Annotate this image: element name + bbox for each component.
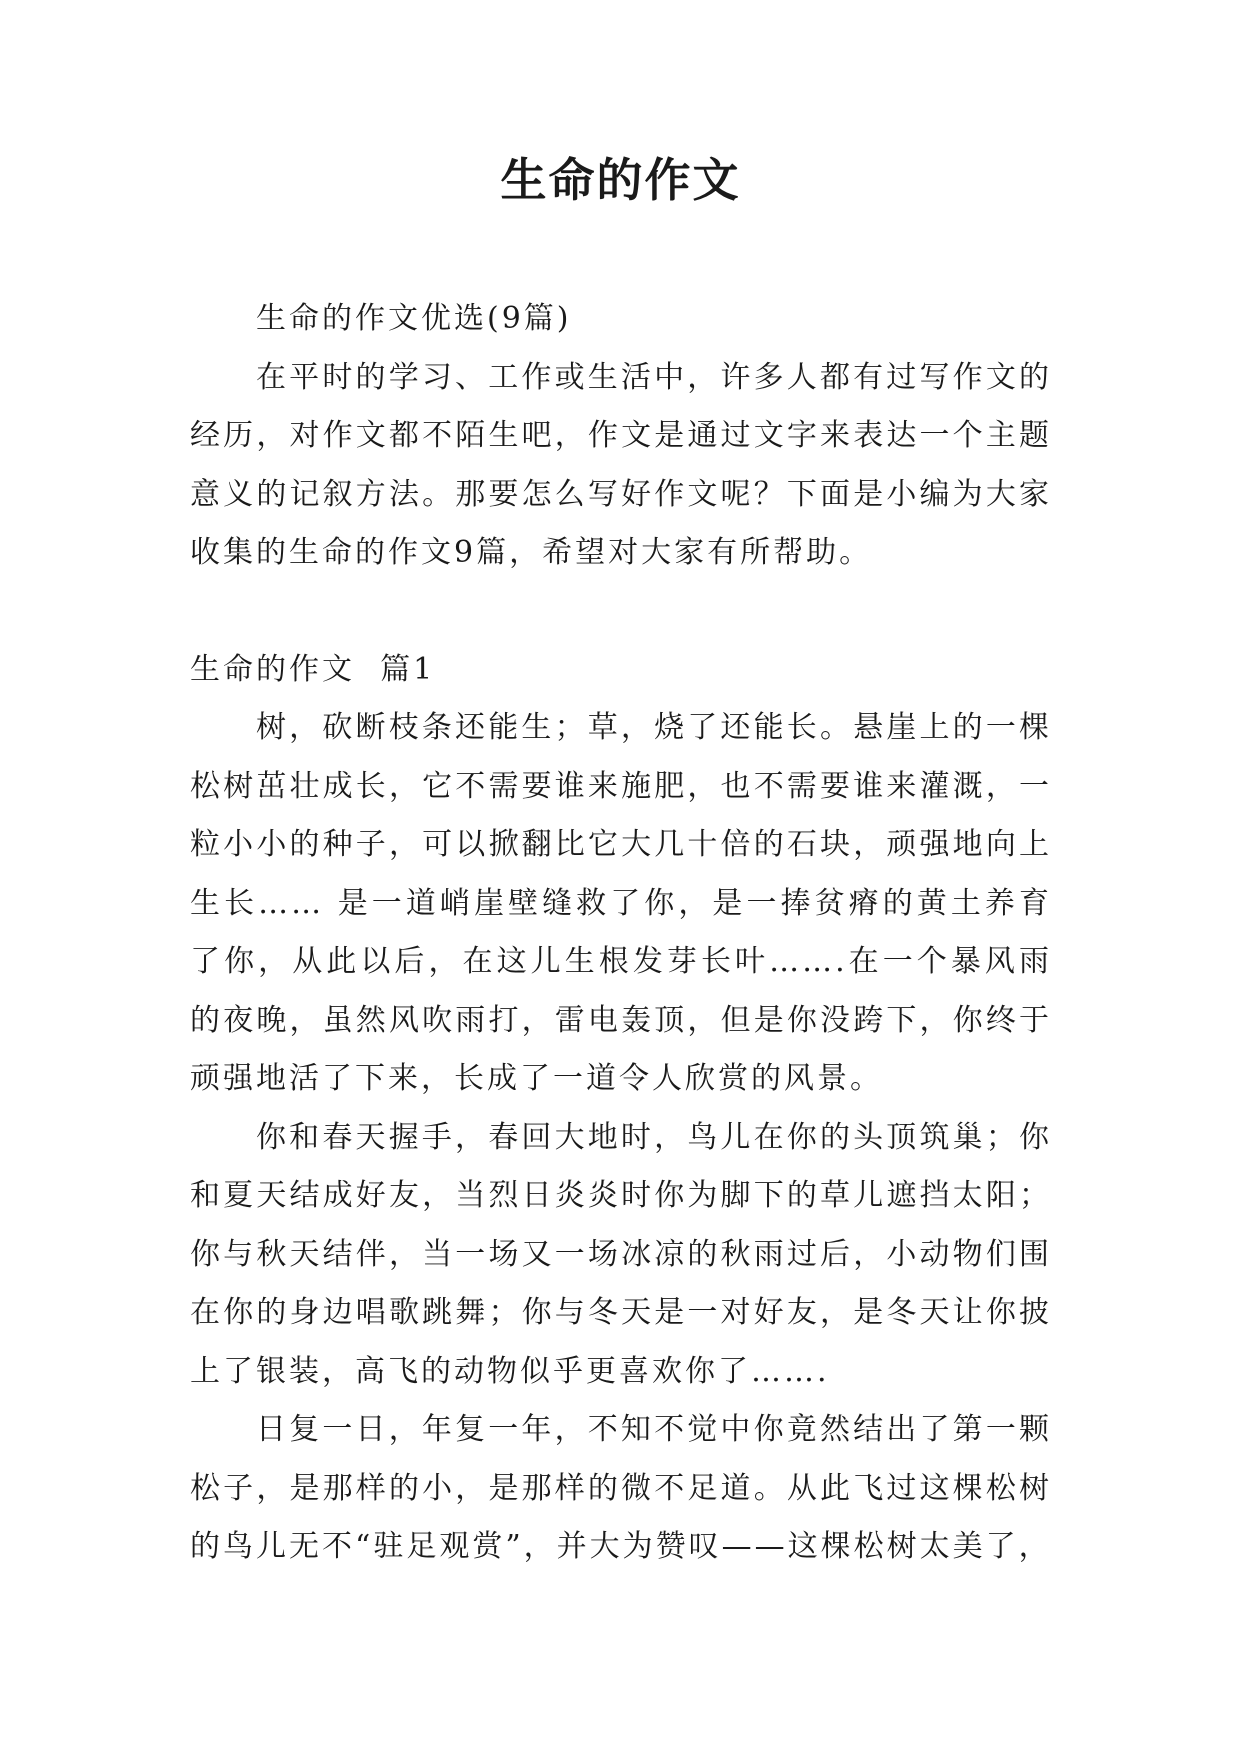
intro-paragraph: 在平时的学习、工作或生活中，许多人都有过写作文的经历，对作文都不陌生吧，作文是通过文字来表达一个主题意义的记叙方法。那要怎么写好作文呢？下面是小编为大家收集的生命的作文9篇，希望对大家有所帮助。 (190, 359, 1052, 570)
body-paragraph: 你和春天握手，春回大地时，鸟儿在你的头顶筑巢；你和夏天结成好友，当烈日炎炎时你为脚下的草儿遮挡太阳；你与秋天结伴，当一场又一场冰凉的秋雨过后，小动物们围在你的身边唱歌跳舞；你与冬天是一对好友，是冬天让你披上了银装，高飞的动物似乎更喜欢你了……. (190, 1119, 1052, 1389)
section-heading: 生命的作文 篇1 (190, 651, 436, 687)
document-title: 生命的作文 (500, 153, 741, 207)
body-paragraph: 日复一日，年复一年，不知不觉中你竟然结出了第一颗松子，是那样的小，是那样的微不足道。从此飞过这棵松树的鸟儿无不“驻足观赏”，并大为赞叹——这棵松树太美了， (190, 1412, 1052, 1564)
document-subtitle: 生命的作文优选(9篇) (256, 301, 572, 336)
document-body (190, 290, 1052, 1577)
body-paragraph: 树，砍断枝条还能生；草，烧了还能长。悬崖上的一棵松树茁壮成长，它不需要谁来施肥，也不需要谁来灌溉，一粒小小的种子，可以掀翻比它大几十倍的石块，顽强地向上生长…… 是一道峭崖壁缝救了你，是一捧贫瘠的黄土养育了你，从此以后，在这儿生根发芽长叶…….在一个暴风雨的夜晚，虽然风吹雨打，雷电轰顶，但是你没跨下，你终于顽强地活了下来，长成了一道令人欣赏的风景。 (190, 710, 1052, 1096)
